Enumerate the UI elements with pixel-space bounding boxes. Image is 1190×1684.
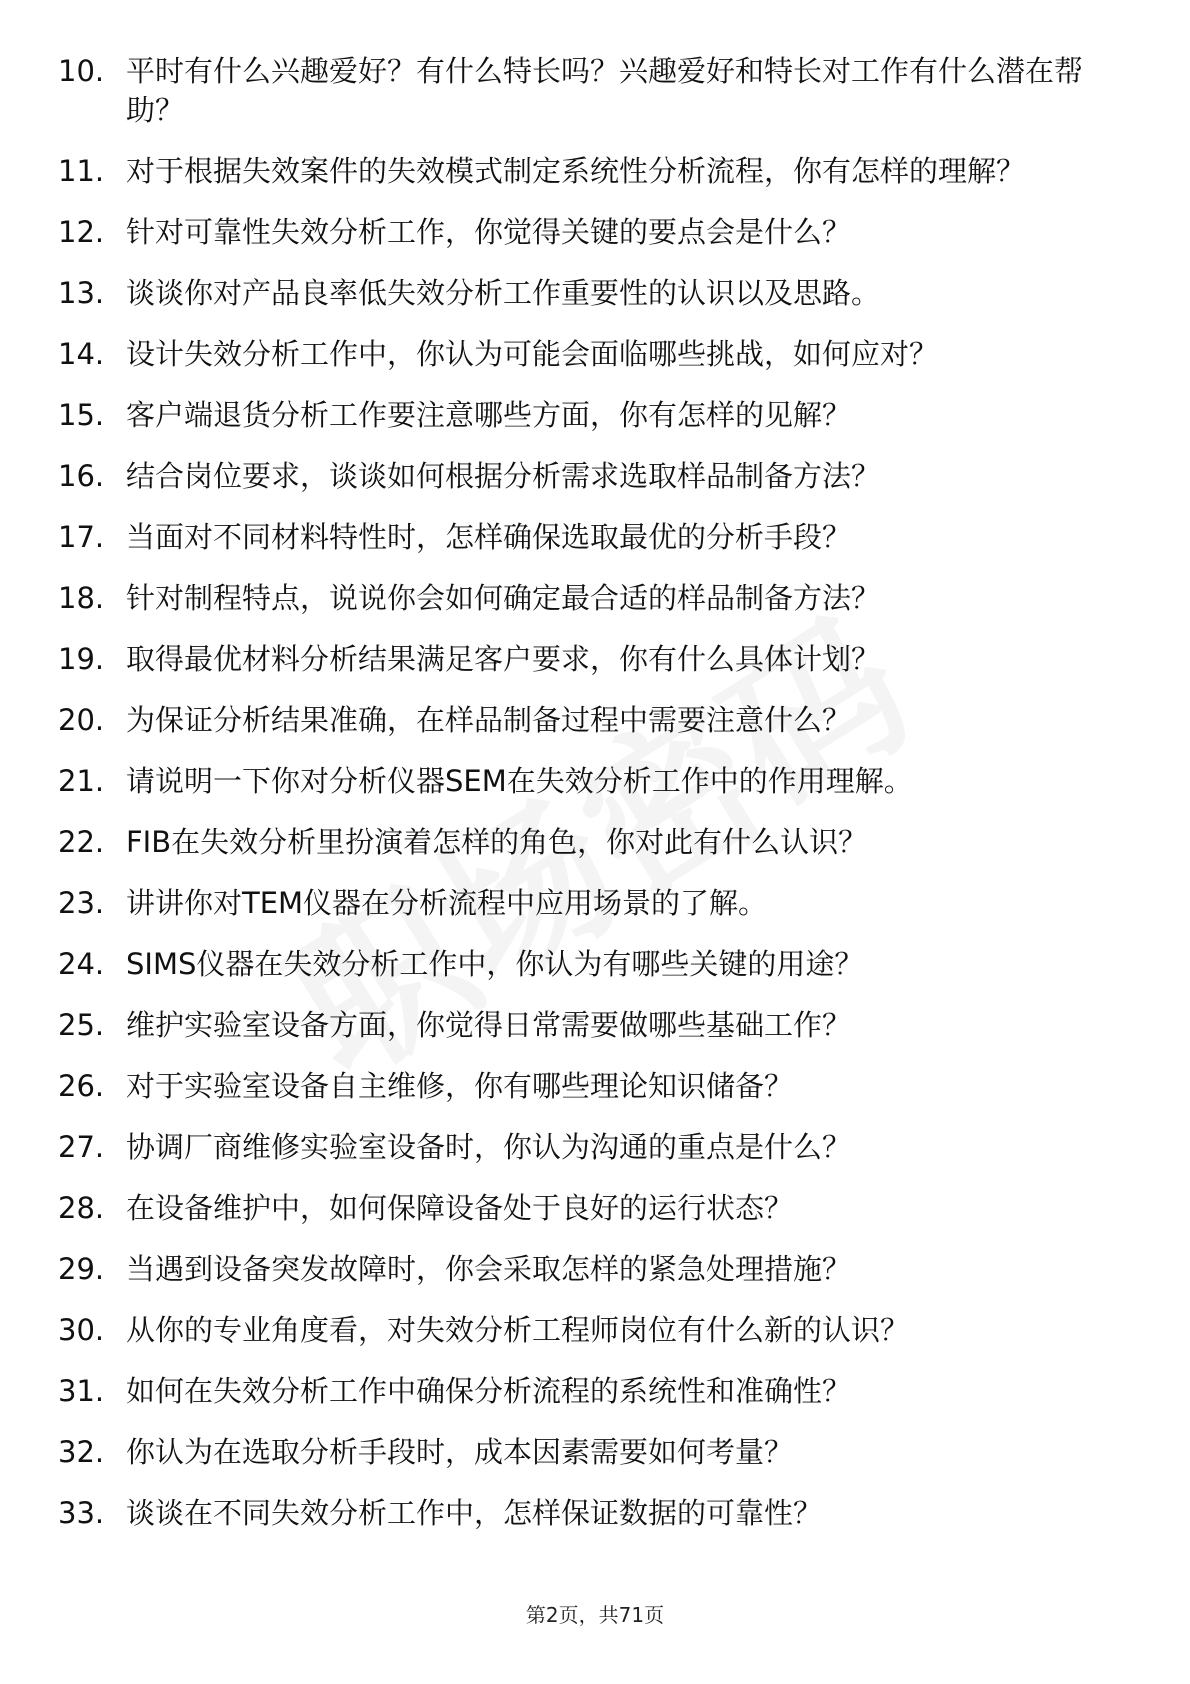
question-number: 16.	[58, 458, 105, 493]
question-text: 当遇到设备突发故障时，你会采取怎样的紧急处理措施？	[126, 1251, 852, 1286]
question-item	[58, 884, 1118, 923]
question-text: 设计失效分析工作中，你认为可能会面临哪些挑战，如何应对？	[126, 336, 939, 371]
question-item	[58, 762, 1118, 801]
question-text: 结合岗位要求，谈谈如何根据分析需求选取样品制备方法？	[126, 458, 881, 493]
question-item	[58, 335, 1118, 374]
question-number: 32.	[58, 1434, 105, 1469]
question-text: 客户端退货分析工作要注意哪些方面，你有怎样的见解？	[126, 397, 852, 432]
question-number: 15.	[58, 397, 105, 432]
question-number: 11.	[58, 153, 105, 188]
question-text: 从你的专业角度看，对失效分析工程师岗位有什么新的认识？	[126, 1312, 910, 1347]
question-text: FIB在失效分析里扮演着怎样的角色，你对此有什么认识？	[126, 824, 868, 859]
question-item	[58, 518, 1118, 557]
question-item	[58, 945, 1118, 984]
question-number: 21.	[58, 763, 105, 798]
question-item	[58, 1128, 1118, 1167]
page-footer: 第2页，共71页	[525, 1603, 665, 1627]
question-number: 23.	[58, 885, 105, 920]
question-number: 29.	[58, 1251, 105, 1286]
question-number: 18.	[58, 580, 105, 615]
question-text: 针对制程特点，说说你会如何确定最合适的样品制备方法？	[126, 580, 881, 615]
question-item	[58, 1067, 1118, 1106]
question-text: 平时有什么兴趣爱好？有什么特长吗？兴趣爱好和特长对工作有什么潜在帮助？	[126, 54, 1084, 127]
question-item	[58, 396, 1118, 435]
question-item	[58, 1372, 1118, 1411]
question-number: 24.	[58, 946, 105, 981]
question-text: 取得最优材料分析结果满足客户要求，你有什么具体计划？	[126, 641, 881, 676]
question-item	[58, 579, 1118, 618]
question-item	[58, 213, 1118, 252]
question-text: 维护实验室设备方面，你觉得日常需要做哪些基础工作？	[126, 1007, 852, 1042]
question-number: 17.	[58, 519, 105, 554]
question-number: 12.	[58, 214, 105, 249]
question-number: 19.	[58, 641, 105, 676]
question-item	[58, 1311, 1118, 1350]
question-text: 对于实验室设备自主维修，你有哪些理论知识储备？	[126, 1068, 794, 1103]
question-item	[58, 640, 1118, 679]
question-text: 在设备维护中，如何保障设备处于良好的运行状态？	[126, 1190, 794, 1225]
question-item	[58, 1433, 1118, 1472]
question-item	[58, 1006, 1118, 1045]
question-item	[58, 457, 1118, 496]
question-text: 针对可靠性失效分析工作，你觉得关键的要点会是什么？	[126, 214, 852, 249]
question-text: 讲讲你对TEM仪器在分析流程中应用场景的了解。	[126, 885, 768, 920]
question-item	[58, 52, 1118, 129]
question-text: 请说明一下你对分析仪器SEM在失效分析工作中的作用理解。	[126, 763, 913, 798]
question-text: 当面对不同材料特性时，怎样确保选取最优的分析手段？	[126, 519, 852, 554]
question-text: 协调厂商维修实验室设备时，你认为沟通的重点是什么？	[126, 1129, 852, 1164]
question-list	[58, 52, 1118, 1555]
question-number: 33.	[58, 1495, 105, 1530]
question-text: 谈谈在不同失效分析工作中，怎样保证数据的可靠性？	[126, 1495, 823, 1530]
question-number: 27.	[58, 1129, 105, 1164]
question-number: 31.	[58, 1373, 105, 1408]
question-number: 13.	[58, 275, 105, 310]
question-item	[58, 152, 1118, 191]
question-number: 26.	[58, 1068, 105, 1103]
question-item	[58, 701, 1118, 740]
question-number: 14.	[58, 336, 105, 371]
question-text: 为保证分析结果准确，在样品制备过程中需要注意什么？	[126, 702, 852, 737]
question-item	[58, 1250, 1118, 1289]
question-number: 10.	[58, 54, 105, 88]
question-number: 22.	[58, 824, 105, 859]
question-text: 如何在失效分析工作中确保分析流程的系统性和准确性？	[126, 1373, 852, 1408]
question-text: 对于根据失效案件的失效模式制定系统性分析流程，你有怎样的理解？	[126, 153, 1026, 188]
question-number: 25.	[58, 1007, 105, 1042]
question-text: SIMS仪器在失效分析工作中，你认为有哪些关键的用途？	[126, 946, 864, 981]
question-item	[58, 1189, 1118, 1228]
question-number: 30.	[58, 1312, 105, 1347]
question-text: 你认为在选取分析手段时，成本因素需要如何考量？	[126, 1434, 794, 1469]
question-item	[58, 1494, 1118, 1533]
question-number: 28.	[58, 1190, 105, 1225]
question-number: 20.	[58, 702, 105, 737]
question-item	[58, 823, 1118, 862]
question-text: 谈谈你对产品良率低失效分析工作重要性的认识以及思路。	[126, 275, 881, 310]
question-item	[58, 274, 1118, 313]
